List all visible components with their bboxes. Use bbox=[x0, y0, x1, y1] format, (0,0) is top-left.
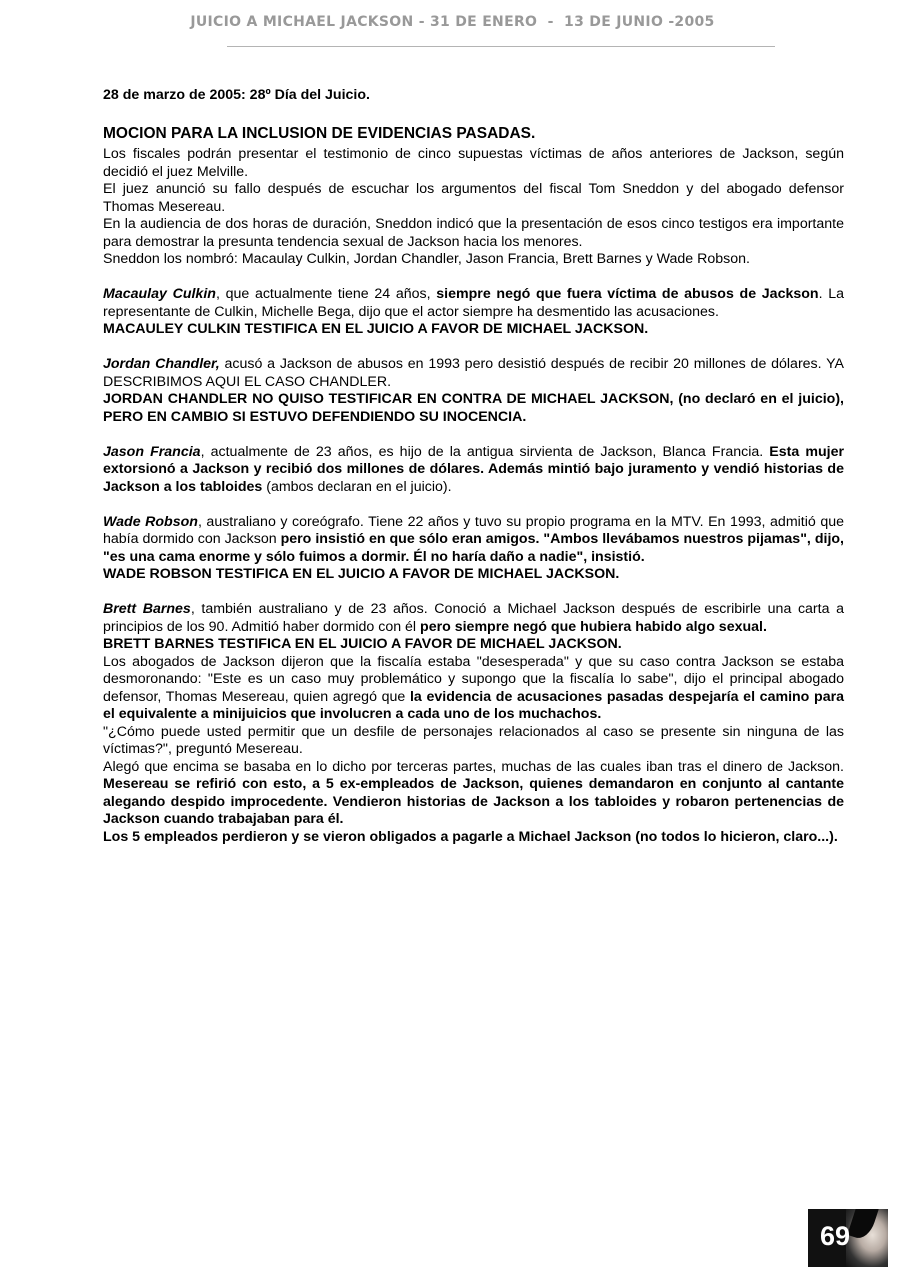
robson-bold-1: pero insistió en que sólo eran amigos. "Ambos llevábamos nuestros pijamas", dijo, "es una cama enorme y sólo fuimos a dormir. Él no haría daño a nadie", insistió. bbox=[103, 531, 844, 565]
closing-paragraph-3 bbox=[103, 759, 844, 829]
barnes-verdict-text: BRETT BARNES TESTIFICA EN EL JUICIO A FAVOR DE MICHAEL JACKSON. bbox=[103, 636, 622, 652]
francia-bold-1: Esta mujer extorsionó a Jackson y recibió dos millones de dólares. Además mintió bajo juramento y vendió historias de Jackson a los tabloides bbox=[103, 443, 845, 495]
robson-paragraph bbox=[103, 514, 844, 567]
culkin-text-2: . La representante de Culkin, Michelle Bega, dijo que el actor siempre ha desmentido las acusaciones. bbox=[103, 286, 844, 320]
culkin-verdict-text: MACAULEY CULKIN TESTIFICA EN EL JUICIO A FAVOR DE MICHAEL JACKSON. bbox=[103, 321, 649, 337]
barnes-name: Brett Barnes bbox=[103, 601, 191, 617]
chandler-text-1: acusó a Jackson de abusos en 1993 pero desistió después de recibir 20 millones de dólares. YA DESCRIBIMOS AQUI EL CASO CHANDLER. bbox=[103, 356, 844, 390]
barnes-bold-1: pero siempre negó que hubiera habido algo sexual. bbox=[420, 618, 767, 635]
chandler-paragraph bbox=[103, 356, 844, 391]
intro-paragraph-3: En la audiencia de dos horas de duración, Sneddon indicó que la presentación de esos cinco testigos era importante para demostrar la presunta tendencia sexual de Jackson hacia los menores. bbox=[103, 216, 844, 250]
culkin-verdict bbox=[103, 321, 844, 339]
robson-verdict-text: WADE ROBSON TESTIFICA EN EL JUICIO A FAVOR DE MICHAEL JACKSON. bbox=[103, 566, 620, 582]
closing-1-bold: la evidencia de acusaciones pasadas despejaría el camino para el equivalente a minijuicios que involucren a cada uno de los muchachos. bbox=[103, 688, 844, 722]
closing-3-bold: Mesereau se refirió con esto, a 5 ex-empleados de Jackson, quienes demandaron en conjunto al cantante alegando despido improcedente. Vendieron historias de Jackson a los tabloides y robaron pertenencias de Jackson cuando trabajaban para él. bbox=[103, 776, 844, 827]
chandler-verdict-text: JORDAN CHANDLER NO QUISO TESTIFICAR EN CONTRA DE MICHAEL JACKSON, (no declaró en el juicio), PERO EN CAMBIO SI ESTUVO DEFENDIENDO SU INOCENCIA. bbox=[103, 391, 844, 425]
article-body bbox=[103, 87, 844, 846]
closing-paragraph-2: "¿Cómo puede usted permitir que un desfile de personajes relacionados al caso se presente sin ninguna de las víctimas?", preguntó Mesereau. bbox=[103, 723, 844, 757]
barnes-paragraph bbox=[103, 601, 844, 636]
robson-verdict bbox=[103, 566, 844, 584]
robson-text-1: , australiano y coreógrafo. Tiene 22 años y tuvo su propio programa en la MTV. En 1993, admitió que había dormido con Jackson bbox=[103, 513, 844, 547]
running-header: JUICIO A MICHAEL JACKSON - 31 DE ENERO - 13 DE JUNIO -2005 bbox=[190, 14, 715, 30]
francia-name: Jason Francia bbox=[103, 443, 201, 460]
closing-paragraph-4 bbox=[103, 829, 844, 847]
chandler-name: Jordan Chandler, bbox=[103, 356, 220, 372]
date-line: 28 de marzo de 2005: 28º Día del Juicio. bbox=[103, 87, 370, 103]
robson-name: Wade Robson bbox=[103, 513, 198, 530]
intro-paragraph-1: Los fiscales podrán presentar el testimonio de cinco supuestas víctimas de años anteriores de Jackson, según decidió el juez Melville. bbox=[103, 146, 844, 180]
culkin-bold-1: siempre negó que fuera víctima de abusos de Jackson bbox=[436, 286, 819, 302]
culkin-name: Macaulay Culkin bbox=[103, 286, 216, 302]
francia-paragraph bbox=[103, 444, 844, 497]
barnes-text-1: , también australiano y de 23 años. Conoció a Michael Jackson después de escribirle una carta a principios de los 90. Admitió haber dormido con él bbox=[103, 601, 844, 635]
barnes-verdict bbox=[103, 636, 844, 654]
closing-paragraph-1 bbox=[103, 654, 844, 724]
page-number: 69 bbox=[820, 1221, 851, 1251]
closing-1-text: Los abogados de Jackson dijeron que la fiscalía estaba "desesperada" y que su caso contra Jackson se estaba desmoronando: "Este es un caso muy problemático y supongo que la fiscalía lo sabe", dijo el principal abogado defensor, Thomas Mesereau, quien agregó que bbox=[103, 653, 844, 705]
intro-paragraph-4: Sneddon los nombró: Macaulay Culkin, Jordan Chandler, Jason Francia, Brett Barnes y Wade Robson. bbox=[103, 251, 750, 267]
culkin-paragraph bbox=[103, 286, 844, 321]
closing-4-bold: Los 5 empleados perdieron y se vieron obligados a pagarle a Michael Jackson (no todos lo hicieron, claro...). bbox=[103, 828, 838, 845]
francia-text-2: (ambos declaran en el juicio). bbox=[262, 478, 452, 495]
page-number-badge bbox=[808, 1209, 888, 1267]
culkin-text-1: , que actualmente tiene 24 años, bbox=[215, 286, 437, 302]
closing-3-text: Alegó que encima se basaba en lo dicho por terceras partes, muchas de las cuales iban tras el dinero de Jackson. bbox=[103, 758, 844, 775]
header-rule bbox=[227, 46, 775, 47]
chandler-verdict bbox=[103, 391, 844, 426]
francia-text-1: , actualmente de 23 años, es hijo de la antigua sirvienta de Jackson, Blanca Francia. bbox=[200, 443, 770, 460]
intro-paragraph-2: El juez anunció su fallo después de escuchar los argumentos del fiscal Tom Sneddon y del abogado defensor Thomas Mesereau. bbox=[103, 181, 844, 215]
section-title: MOCION PARA LA INCLUSION DE EVIDENCIAS PASADAS. bbox=[103, 124, 536, 142]
